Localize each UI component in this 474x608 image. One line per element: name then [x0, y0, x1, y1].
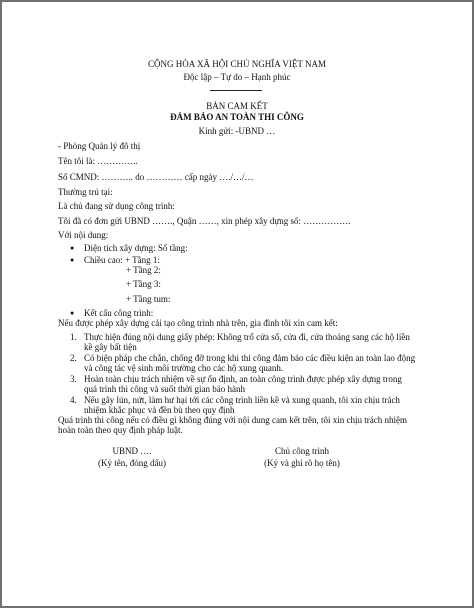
left-signature-note: (Ký tên, đóng dấu) — [98, 458, 166, 468]
area-item: Diện tích xây dựng: Số tầng: — [84, 243, 188, 253]
motto: Độc lập – Tự do – Hạnh phúc — [183, 72, 291, 82]
left-signature-title: UBND …. — [112, 446, 152, 456]
item-number: 4. — [70, 395, 77, 405]
roof-item: + Tầng tum: — [126, 294, 171, 304]
country-heading: CỘNG HÒA XÃ HỘI CHỦ NGHĨA VIỆT NAM — [148, 59, 326, 69]
recipient-office: - Phòng Quản lý đô thị — [58, 141, 141, 151]
recipient-line: Kính gửi: -UBND … — [198, 126, 276, 136]
id-field: Số CMND: ……….. do ………… cấp ngày …./…/… — [58, 172, 254, 182]
header-divider — [210, 90, 262, 91]
residence-field: Thường trú tại: — [58, 187, 113, 197]
owner-field: Là chủ đang sử dụng công trình: — [58, 201, 175, 211]
commitment-item-line: Có biện pháp che chắn, chống đỡ trong khi thi công đảm bảo các điều kiện an toàn lao động — [84, 353, 416, 363]
item-number: 1. — [70, 332, 77, 342]
commitment-item-line: Thực hiện đúng nội dung giấy phép: Không trổ cửa sổ, cửa đi, cửa thoáng sang các hộ liền — [84, 332, 410, 342]
commitment-item-line: Nếu gây lún, nứt, làm hư hại tới các công trình liền kề và xung quanh, tôi xin chịu trách — [84, 395, 400, 405]
commitment-item-line: quá trình thi công và suốt thời gian bảo hành — [84, 384, 245, 394]
height-item: Chiều cao: + Tầng 1: — [84, 255, 160, 265]
closing-line: hoàn toàn theo quy định pháp luật. — [58, 425, 183, 435]
floor3-item: + Tầng 3: — [126, 279, 161, 289]
document-subtitle: ĐẢM BẢO AN TOÀN THI CÔNG — [170, 112, 304, 122]
item-number: 3. — [70, 374, 77, 384]
bullet-icon: ● — [70, 244, 75, 252]
structure-item: Kết cấu công trình: — [84, 308, 154, 318]
document-title: BẢN CAM KẾT — [206, 101, 268, 111]
request-field: Tôi đã có đơn gửi UBND ……., Quận ……, xin phép xây dựng số: ……………. — [58, 216, 351, 226]
commitment-item-line: kề gây bất tiện — [84, 342, 137, 352]
commitment-item-line: nhiệm khắc phục và đền bù theo quy định — [84, 405, 235, 415]
content-label: Với nội dung: — [58, 230, 109, 240]
bullet-icon: ● — [70, 256, 75, 264]
document-page — [2, 2, 472, 606]
bullet-icon: ● — [70, 309, 75, 317]
right-signature-title: Chủ công trình — [275, 446, 329, 456]
commitment-item-line: và công tác vệ sinh môi trường cho các hộ xung quanh. — [84, 363, 284, 373]
commitment-item-line: Hoàn toàn chịu trách nhiệm về sự ổn định, an toàn công trình được phép xây dựng trong — [84, 374, 402, 384]
floor2-item: + Tầng 2: — [126, 265, 161, 275]
name-field: Tên tôi là: ………….. — [58, 156, 138, 166]
closing-line: Quá trình thi công nếu có điều gì không đúng với nội dung cam kết trên, tôi xin chịu trách nhiệm — [58, 415, 407, 425]
commitment-intro: Nếu được phép xây dựng cải tạo công trình nhà trên, gia đình tôi xin cam kết: — [58, 318, 338, 328]
item-number: 2. — [70, 353, 77, 363]
right-signature-note: (Ký và ghi rõ họ tên) — [264, 458, 340, 468]
